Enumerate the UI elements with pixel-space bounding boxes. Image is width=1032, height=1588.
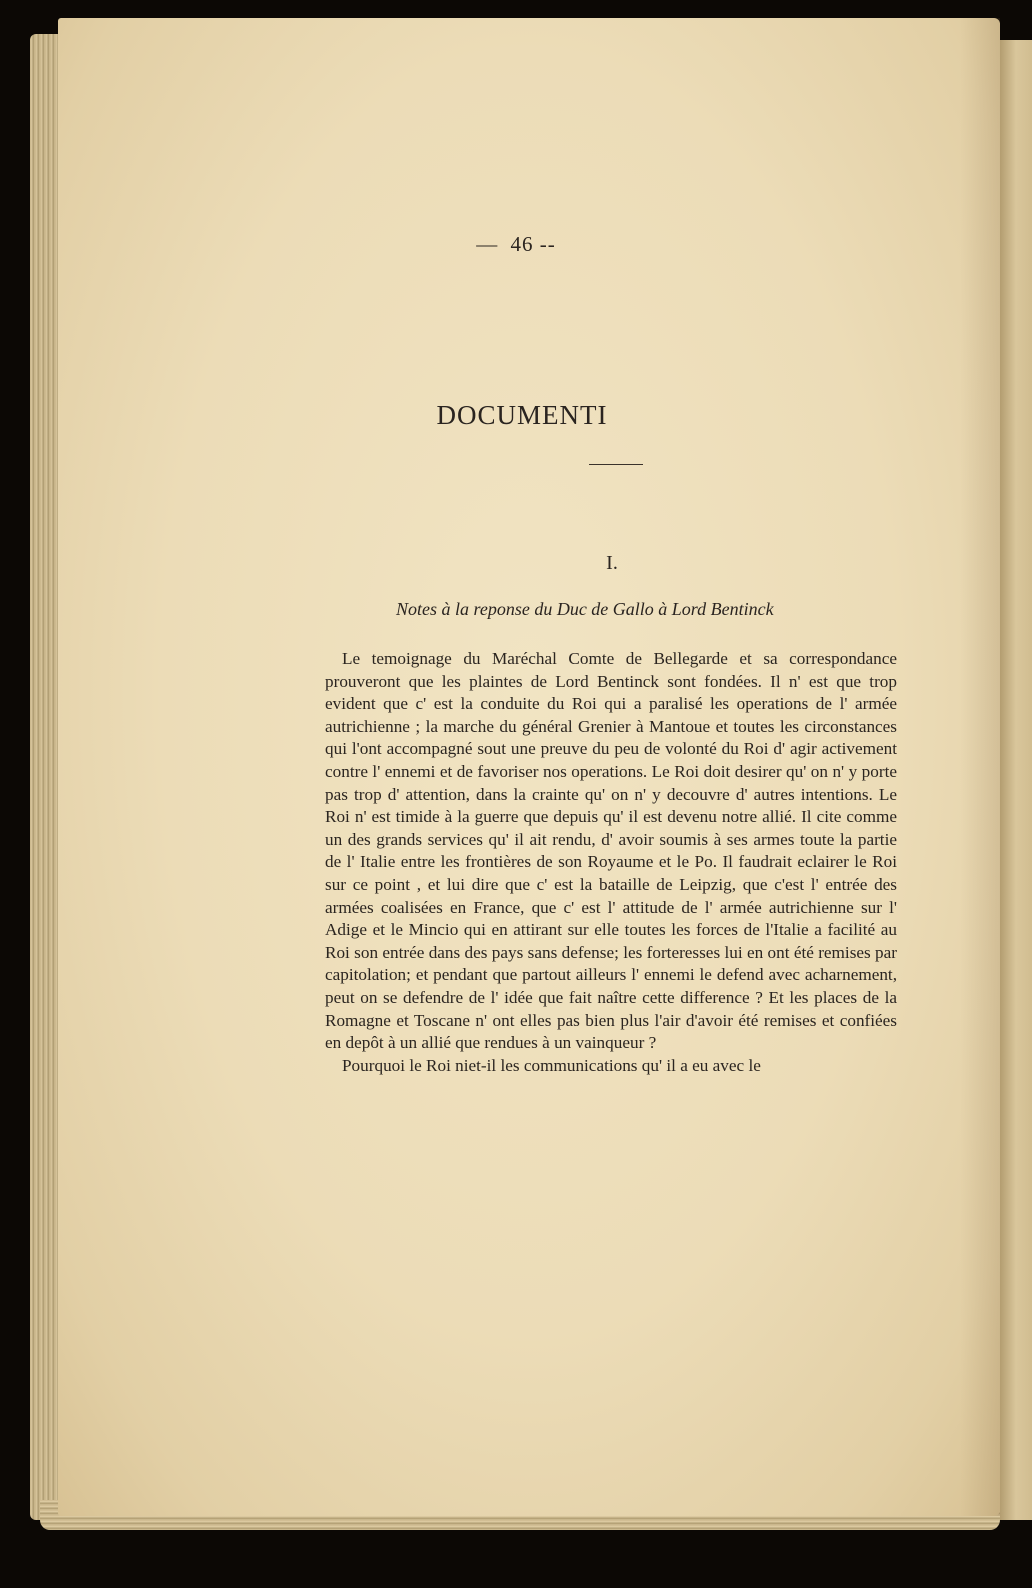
page-number (0, 232, 1032, 257)
facing-page-edge (1000, 40, 1032, 1520)
page-number-suffix: -- (539, 232, 556, 256)
body-text (325, 648, 897, 1077)
paragraph: Pourquoi le Roi niet-il les communications qu' il a eu avec le (342, 1055, 761, 1075)
page-number-value: 46 (510, 232, 534, 256)
paragraph: Le temoignage du Maréchal Comte de Bellegarde et sa correspondance prouveront que les plaintes de Lord Bentinck sont fondées. Il n' est que trop evident que c' est la conduite du Roi qui a paralisé les operations de l' armée autrichienne ; la marche du général Grenier à Mantoue et toutes les circonstances qui l'ont accompagné sout une preuve du peu de volonté du Roi d' agir activement contre l' ennemi et de favoriser nos operations. Le Roi doit desirer qu' on n' y porte pas trop d' attention, dans la crainte qu' on n' y decouvre d' autres intentions. Le Roi n' est timide à la guerre que depuis qu' il est devenu notre allié. Il cite comme un des grands services qu' il ait rendu, d' avoir soumis à ses armes toute la partie de l' Italie entre les frontières de son Royaume et le Po. Il faudrait eclairer le Roi sur ce point , et lui dire que c' est la bataille de Leipzig, que c'est l' entrée des armées coalisées en France, que c' est l' attitude de l' armée autrichienne sur l' Adige et le Mincio qui en attirant sur elle toutes les forces de l'Italie a facilité au Roi son entrée dans des pays sans defense; les forteresses lui en ont été remises par capitolation; et pendant que partout ailleurs l' ennemi le defend avec acharnement, peut on se defendre de l' idée que fait naître cette difference ? Et les places de la Romagne et Toscane n' ont elles pas bien plus l'air d'avoir été remises et confiées en depôt à un allié que rendues à un vainqueur ? (325, 649, 897, 1053)
page-number-prefix: — (476, 232, 499, 256)
section-title: Notes à la reponse du Duc de Gallo à Lord Bentinck (396, 599, 774, 619)
section-numeral: I. (606, 552, 618, 574)
document-heading: DOCUMENTI (436, 400, 608, 430)
heading-divider (589, 464, 643, 465)
